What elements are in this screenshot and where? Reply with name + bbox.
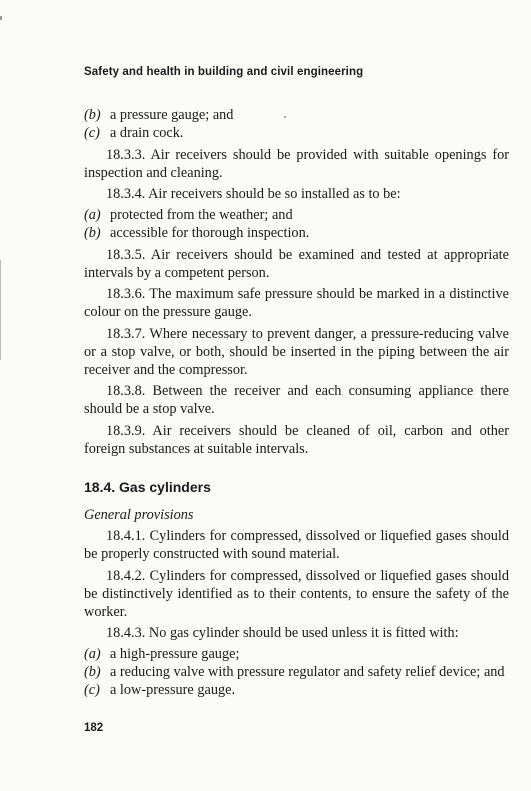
list-label: (c) [84, 682, 100, 698]
paragraph-18-3-4: 18.3.4. Air receivers should be so installed as to be: [106, 186, 401, 202]
paragraph-18-3-9: 18.3.9. Air receivers should be cleaned of oil, carbon and other foreign substances at suitable intervals. [84, 422, 509, 457]
list-item [84, 124, 509, 142]
paragraph-18-4-2: 18.4.2. Cylinders for compressed, dissolved or liquefied gases should be distinctively identified as to their contents, to ensure the safety of the worker. [84, 567, 509, 620]
list-label: (a) [84, 646, 101, 662]
list-text: a low-pressure gauge. [110, 682, 236, 698]
paragraph-18-4-3: 18.4.3. No gas cylinder should be used unless it is fitted with: [106, 625, 459, 641]
list-item [84, 106, 509, 124]
list-item [84, 224, 509, 242]
list-text: accessible for thorough inspection. [110, 225, 310, 241]
list-item [84, 663, 509, 681]
list-text: protected from the weather; and [110, 207, 293, 223]
list-label: (b) [84, 664, 101, 680]
list-item [84, 681, 509, 699]
margin-mark [0, 16, 2, 20]
subheading: General provisions [84, 506, 194, 523]
running-head: Safety and health in building and civil engineering [84, 66, 364, 78]
list-text: a high-pressure gauge; [110, 646, 240, 662]
section-heading: 18.4. Gas cylinders [84, 478, 211, 495]
list-label: (b) [84, 107, 101, 123]
margin-rule [0, 260, 1, 360]
list-text: a reducing valve with pressure regulator and safety relief device; and [110, 664, 505, 680]
list-label: (c) [84, 125, 100, 141]
list-text: a drain cock. [110, 125, 184, 141]
list-text: a pressure gauge; and [110, 107, 234, 123]
page-number: 182 [84, 722, 104, 734]
list-label: (a) [84, 207, 101, 223]
paragraph-18-3-7: 18.3.7. Where necessary to prevent danger, a pressure-reducing valve or a stop valve, or both, should be inserted in the piping between the air receiver and the compressor. [84, 325, 509, 378]
paragraph-18-3-3: 18.3.3. Air receivers should be provided with suitable openings for inspection and cleaning. [84, 146, 509, 181]
list-item [84, 645, 509, 663]
paragraph-18-3-6: 18.3.6. The maximum safe pressure should be marked in a distinctive colour on the pressure gauge. [84, 286, 509, 320]
list-item [84, 206, 509, 224]
page-body [84, 106, 509, 699]
list-label: (b) [84, 225, 101, 241]
paragraph-18-3-5: 18.3.5. Air receivers should be examined and tested at appropriate intervals by a competent person. [84, 246, 509, 281]
paragraph-18-4-1: 18.4.1. Cylinders for compressed, dissolved or liquefied gases should be properly constructed with sound material. [84, 528, 509, 562]
paragraph-18-3-8: 18.3.8. Between the receiver and each consuming appliance there should be a stop valve. [84, 383, 509, 417]
